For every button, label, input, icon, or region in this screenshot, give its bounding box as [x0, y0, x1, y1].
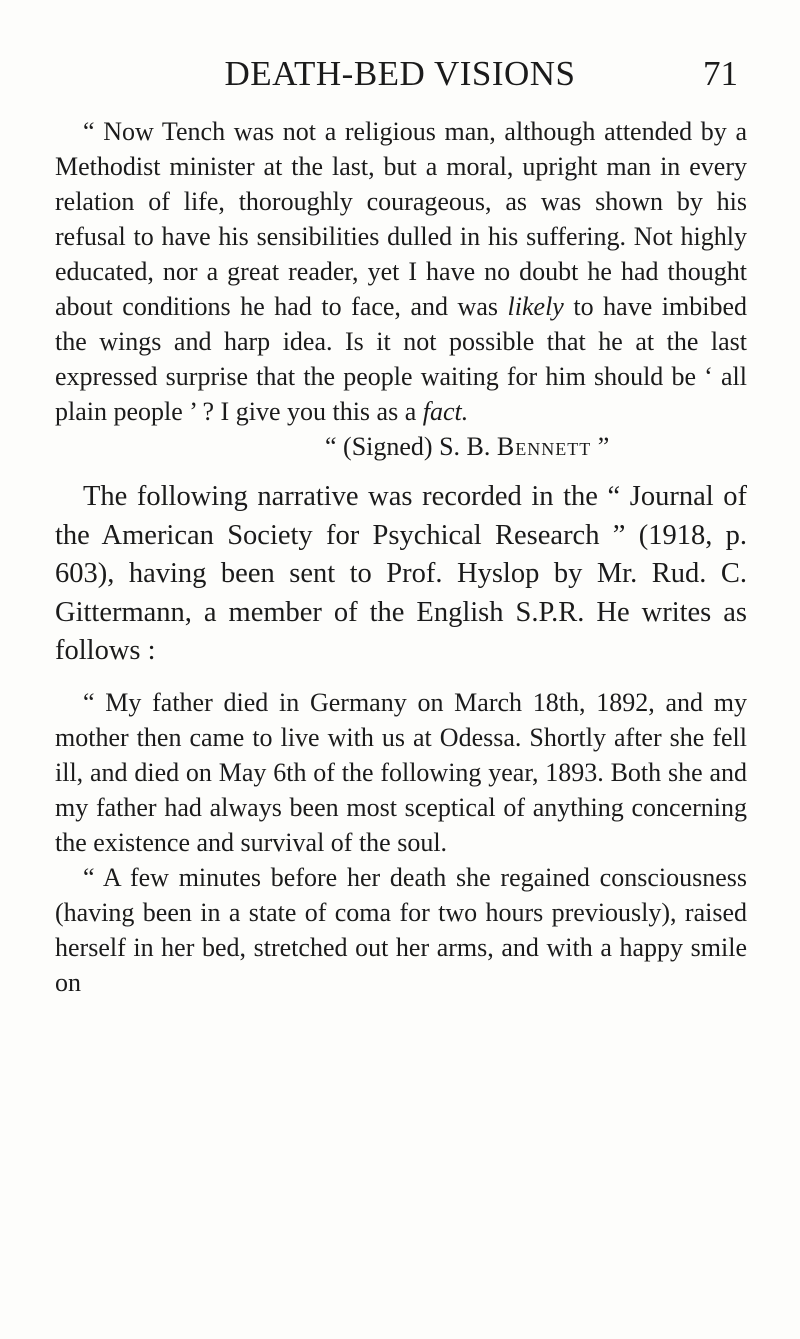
page-header — [0, 52, 800, 96]
emphasis-likely: likely — [507, 292, 564, 321]
page-number: 71 — [703, 54, 738, 93]
paragraph-text: “ Now Tench was not a religious man, although attended by a Methodist minister at the last, but a moral, upright man in every relation of life, thoroughly courageous, as was shown by his refusal to have his sensibilities dulled in his suffering. Not highly educated, nor a great reader, yet I have no doubt he had thought about conditions he had to face, and was — [55, 117, 747, 321]
signature-prefix: “ (Signed) S. B. — [325, 432, 497, 461]
signature-line — [55, 429, 747, 464]
page-body — [55, 114, 747, 1000]
paragraph-text: to have imbibed the wings and harp idea. Is it not possible that he at the last expressed surprise that the people waiting for him should be ‘ all plain people ’ ? I give you this as a — [55, 292, 748, 426]
paragraph-mother-vision: “ A few minutes before her death she regained consciousness (having been in a state of coma for two hours previously), raised herself in her bed, stretched out her arms, and with a happy smile on — [55, 862, 747, 997]
running-title: DEATH-BED VISIONS — [224, 54, 576, 93]
paragraph-tench — [55, 114, 747, 429]
signature-name: Bennett — [496, 432, 592, 461]
signature-suffix: ” — [591, 432, 610, 461]
paragraph-narrative-intro: The following narrative was recorded in the “ Journal of the American Society for Psychical Research ” (1918, p. 603), having been sent to Prof. Hyslop by Mr. Rud. C. Gittermann, a member of the English S.P.R. He writes as follows : — [55, 481, 747, 666]
paragraph-father-death: “ My father died in Germany on March 18th, 1892, and my mother then came to live with us at Odessa. Shortly after she fell ill, and died on May 6th of the following year, 1893. Both she and my father had always been most sceptical of anything concerning the existence and survival of the soul. — [55, 687, 747, 857]
emphasis-fact: fact. — [422, 397, 469, 426]
